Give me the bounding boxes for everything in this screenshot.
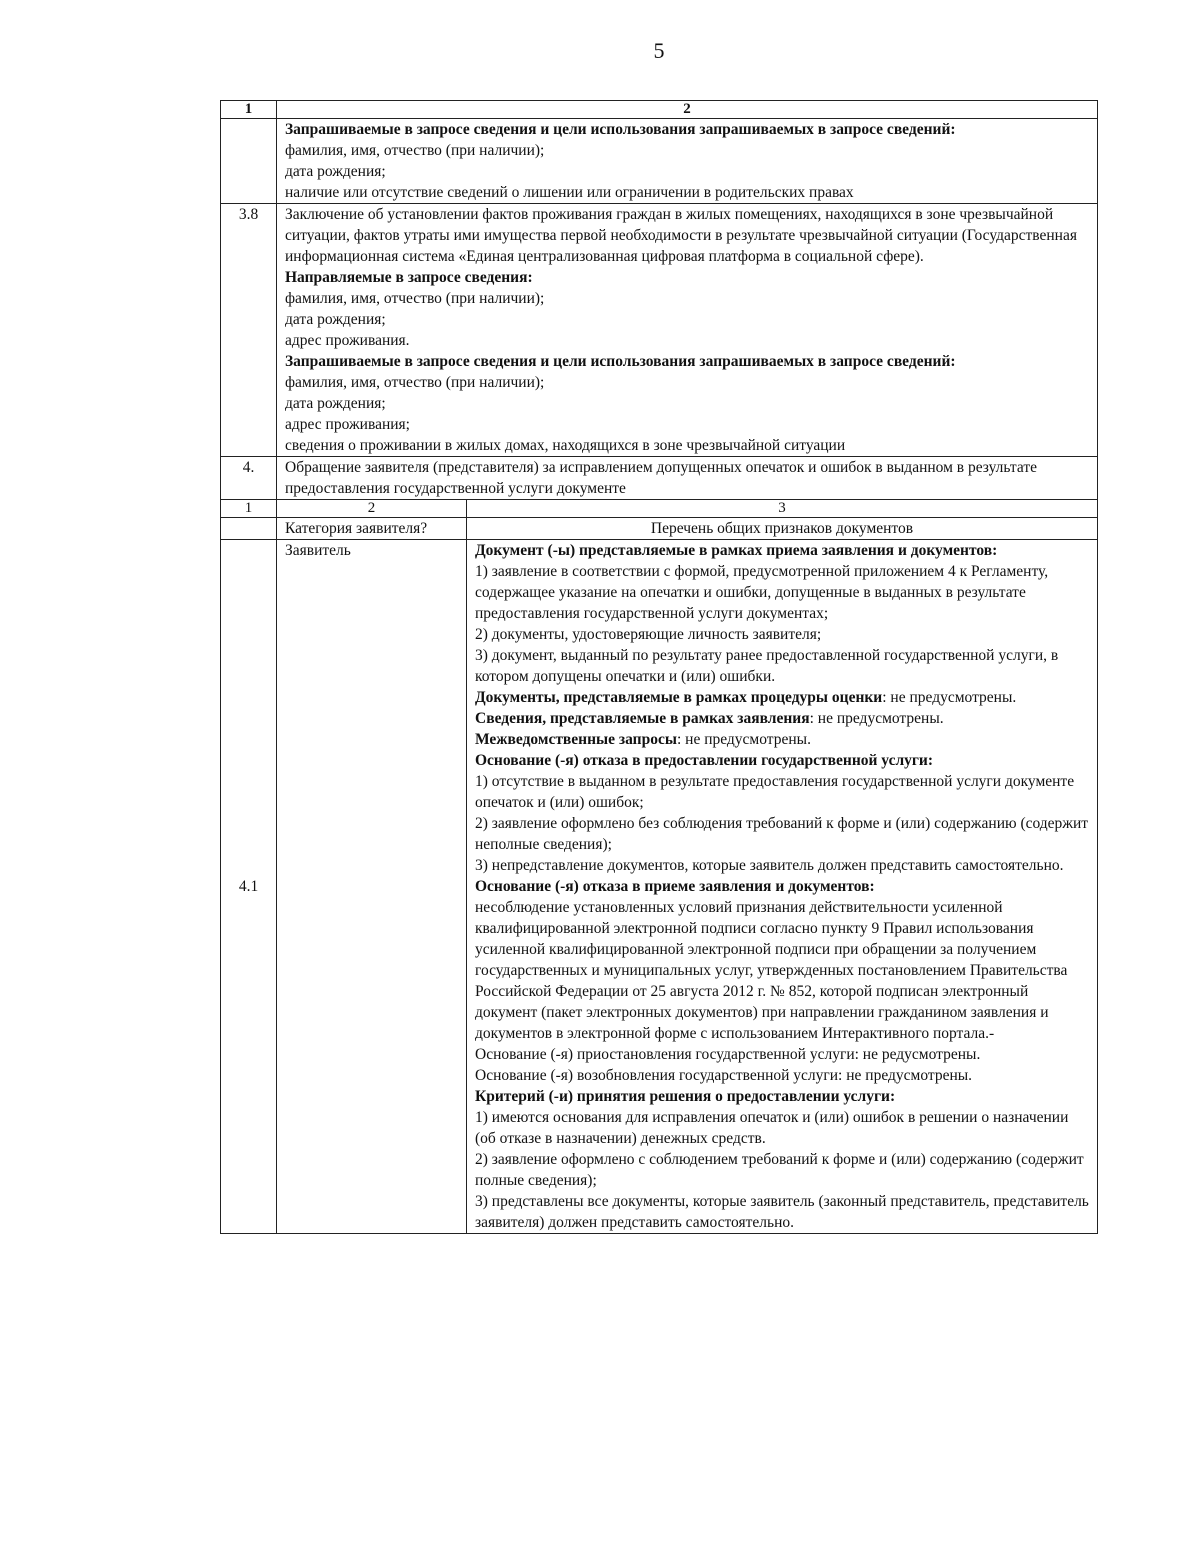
application-info bbox=[475, 708, 1089, 729]
sub-titles-empty bbox=[221, 518, 277, 540]
interagency-value: : не предусмотрены. bbox=[676, 731, 811, 748]
row-continuation-number bbox=[221, 119, 277, 204]
info-value: : не предусмотрены. bbox=[809, 710, 944, 727]
list-item: сведения о проживании в жилых домах, находящихся в зоне чрезвычайной ситуации bbox=[285, 437, 846, 454]
resumption-text: Основание (-я) возобновления государственной услуги: не предусмотрены. bbox=[475, 1067, 973, 1084]
interagency-label: Межведомственные запросы bbox=[475, 731, 677, 748]
row-4-number: 4. bbox=[221, 457, 277, 500]
requested-info-heading: Запрашиваемые в запросе сведения и цели использования запрашиваемых в запросе сведений: bbox=[285, 121, 956, 138]
list-item: 1) заявление в соответствии с формой, предусмотренной приложением 4 к Регламенту, содержащее указание на опечатки и ошибки, допущенные в выданных в результате предоставления государственной услуги документах; bbox=[475, 563, 1049, 622]
list-item: 1) отсутствие в выданном в результате предоставления государственной услуги документе опечаток и (или) ошибок; bbox=[475, 773, 1075, 811]
list-item: 2) документы, удостоверяющие личность заявителя; bbox=[475, 626, 822, 643]
refusal-accept-text: несоблюдение установленных условий признания действительности усиленной квалифицированной электронной подписи согласно пункту 9 Правил использования усиленной квалифицированной электронной подписи при обращении за получением государственных и муниципальных услуг, утвержденных постановлением Правительства Российской Федерации от 25 августа 2012 г. № 852, которой подписан электронный документ (пакет электронных документов) при направлении гражданином заявления и документов в электронной форме с использованием Интерактивного портала.- bbox=[475, 899, 1068, 1042]
list-item: фамилия, имя, отчество (при наличии); bbox=[285, 142, 545, 159]
row-4-1 bbox=[221, 540, 1098, 1234]
list-item: 2) заявление оформлено без соблюдения требований к форме и (или) содержанию (содержит неполные сведения); bbox=[475, 815, 1089, 853]
document-table bbox=[220, 100, 1098, 1234]
assessment-value: : не предусмотрены. bbox=[882, 689, 1017, 706]
refusal-service-heading: Основание (-я) отказа в предоставлении государственной услуги: bbox=[475, 752, 934, 769]
interagency-requests bbox=[475, 729, 1089, 750]
list-item: дата рождения; bbox=[285, 311, 386, 328]
info-label: Сведения, представляемые в рамках заявления bbox=[475, 710, 810, 727]
sub-header-col-3: 3 bbox=[467, 500, 1098, 518]
applicant-category: Заявитель bbox=[277, 540, 467, 1234]
row-3-8-number: 3.8 bbox=[221, 204, 277, 457]
list-item: фамилия, имя, отчество (при наличии); bbox=[285, 290, 545, 307]
list-item: 2) заявление оформлено с соблюдением требований к форме и (или) содержанию (содержит полные сведения); bbox=[475, 1151, 1084, 1189]
row-3-8-intro: Заключение об установлении фактов проживания граждан в жилых помещениях, находящихся в зоне чрезвычайной ситуации, фактов утраты ими имущества первой необходимости в результате чрезвычайной ситуации (Государственная информационная система «Единая централизованная цифровая платформа в социальной сфере). bbox=[285, 206, 1077, 265]
list-item: 3) представлены все документы, которые заявитель (законный представитель, представитель заявителя) должен представить самостоятельно. bbox=[475, 1193, 1089, 1231]
header-col-1: 1 bbox=[221, 101, 277, 119]
header-row bbox=[221, 101, 1098, 119]
list-item: 3) документ, выданный по результату ранее предоставленной государственной услуги, в котором допущены опечатки и (или) ошибки. bbox=[475, 647, 1059, 685]
row-3-8 bbox=[221, 204, 1098, 457]
sent-info-heading: Направляемые в запросе сведения: bbox=[285, 269, 533, 286]
list-item: наличие или отсутствие сведений о лишении или ограничении в родительских правах bbox=[285, 184, 854, 201]
row-continuation-content bbox=[277, 119, 1098, 204]
documents-heading: Документ (-ы) представляемые в рамках приема заявления и документов: bbox=[475, 542, 998, 559]
requested-info-heading: Запрашиваемые в запросе сведения и цели использования запрашиваемых в запросе сведений: bbox=[285, 353, 956, 370]
assessment-label: Документы, представляемые в рамках процедуры оценки bbox=[475, 689, 883, 706]
list-item: дата рождения; bbox=[285, 395, 386, 412]
list-item: адрес проживания. bbox=[285, 332, 410, 349]
assessment-docs bbox=[475, 687, 1089, 708]
category-column-title: Категория заявителя? bbox=[277, 518, 467, 540]
row-4 bbox=[221, 457, 1098, 500]
page-number: 5 bbox=[653, 38, 665, 63]
row-continuation bbox=[221, 119, 1098, 204]
row-3-8-content bbox=[277, 204, 1098, 457]
list-item: 1) имеются основания для исправления опечаток и (или) ошибок в решении о назначении (об отказе в назначении) денежных средств. bbox=[475, 1109, 1069, 1147]
row-4-1-content bbox=[467, 540, 1098, 1234]
row-4-1-number: 4.1 bbox=[221, 540, 277, 1234]
list-item: дата рождения; bbox=[285, 163, 386, 180]
list-item: фамилия, имя, отчество (при наличии); bbox=[285, 374, 545, 391]
criteria-heading: Критерий (-и) принятия решения о предоставлении услуги: bbox=[475, 1088, 896, 1105]
sub-header-col-1: 1 bbox=[221, 500, 277, 518]
sub-header-col-2: 2 bbox=[277, 500, 467, 518]
sub-header-row bbox=[221, 500, 1098, 518]
suspension-text: Основание (-я) приостановления государственной услуги: не редусмотрены. bbox=[475, 1046, 981, 1063]
row-4-text: Обращение заявителя (представителя) за исправлением допущенных опечаток и ошибок в выданном в результате предоставления государственной услуги документе bbox=[277, 457, 1098, 500]
documents-column-title: Перечень общих признаков документов bbox=[467, 518, 1098, 540]
header-col-2: 2 bbox=[277, 101, 1098, 119]
sub-titles-row bbox=[221, 518, 1098, 540]
refusal-accept-heading: Основание (-я) отказа в приеме заявления и документов: bbox=[475, 878, 875, 895]
list-item: 3) непредставление документов, которые заявитель должен представить самостоятельно. bbox=[475, 857, 1064, 874]
list-item: адрес проживания; bbox=[285, 416, 410, 433]
